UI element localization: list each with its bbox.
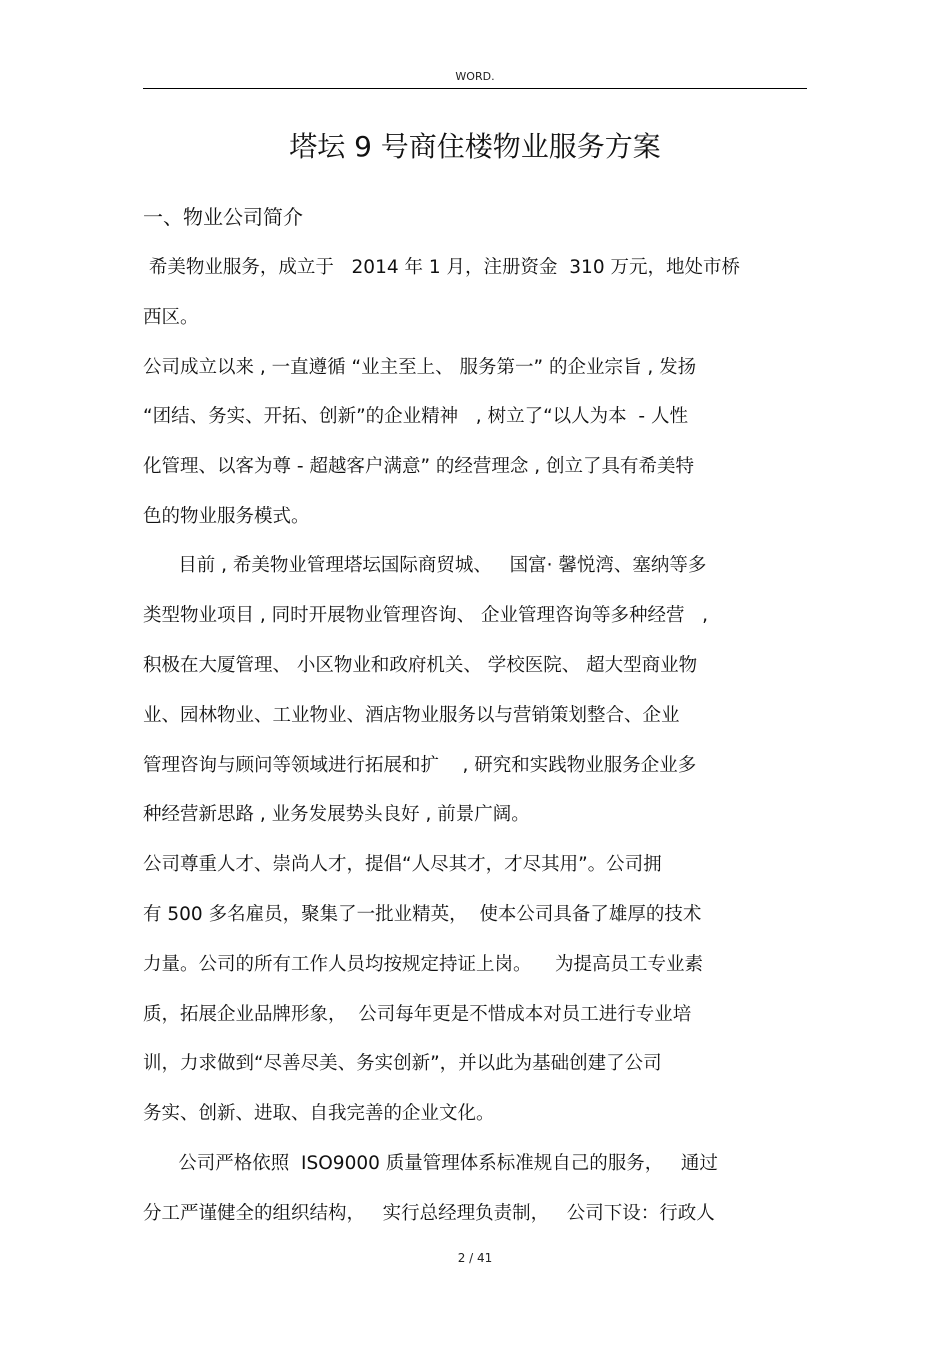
body-line: 力量。公司的所有工作人员均按规定持证上岗。 为提高员工专业素 (143, 954, 704, 975)
body-line: 希美物业服务，成立于 2014 年 1 月，注册资金 310 万元，地处市桥 (143, 257, 740, 278)
body-line: 化管理、以客为尊 - 超越客户满意” 的经营理念 , 创立了具有希美特 (143, 456, 695, 477)
body-line: 分工严谨健全的组织结构， 实行总经理负责制， 公司下设：行政人 (143, 1203, 715, 1224)
body-line: 色的物业服务模式。 (143, 506, 310, 527)
page-header-label: WORD. (455, 70, 495, 83)
body-line: 训，力求做到“尽善尽美、务实创新”，并以此为基础创建了公司 (143, 1053, 662, 1074)
body-line: 种经营新思路 , 业务发展势头良好 , 前景广阔。 (143, 804, 530, 825)
body-line: 公司尊重人才、崇尚人才，提倡“人尽其才，才尽其用”。公司拥 (143, 854, 662, 875)
body-line: 公司严格依照 ISO9000 质量管理体系标准规自己的服务， 通过 (143, 1153, 718, 1174)
body-line: 积极在大厦管理、 小区物业和政府机关、 学校医院、 超大型商业物 (143, 655, 698, 676)
body-line: 务实、创新、进取、自我完善的企业文化。 (143, 1103, 495, 1124)
header-divider (143, 88, 807, 89)
section-heading: 一、物业公司简介 (143, 205, 303, 229)
body-line: 质，拓展企业品牌形象， 公司每年更是不惜成本对员工进行专业培 (143, 1004, 692, 1025)
body-line: 目前 , 希美物业管理塔坛国际商贸城、 国富· 馨悦湾、塞纳等多 (143, 555, 707, 576)
body-line: 公司成立以来 , 一直遵循 “业主至上、 服务第一” 的企业宗旨 , 发扬 (143, 357, 697, 378)
body-line: 西区。 (143, 307, 199, 328)
body-line: “团结、务实、开拓、创新”的企业精神 , 树立了“以人为本 - 人性 (143, 406, 688, 427)
document-title: 塔坛 9 号商住楼物业服务方案 (289, 130, 661, 163)
body-line: 业、园林物业、工业物业、酒店物业服务以与营销策划整合、企业 (143, 705, 680, 726)
page-number: 2 / 41 (457, 1251, 493, 1265)
body-line: 管理咨询与顾问等领域进行拓展和扩 , 研究和实践物业服务企业多 (143, 755, 697, 776)
body-line: 有 500 多名雇员，聚集了一批业精英， 使本公司具备了雄厚的技术 (143, 904, 702, 925)
body-line: 类型物业项目 , 同时开展物业管理咨询、 企业管理咨询等多种经营 , (143, 605, 709, 626)
